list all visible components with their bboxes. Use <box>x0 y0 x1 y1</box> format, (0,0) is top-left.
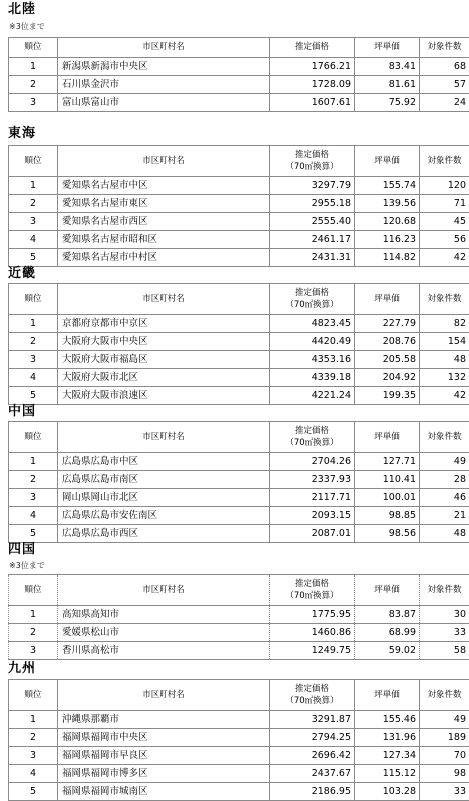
header-price-line2: （70㎡換算） <box>273 437 351 449</box>
table-row <box>9 711 469 729</box>
cell-price: 2093.15 <box>270 507 355 525</box>
cell-count: 24 <box>420 94 469 112</box>
cell-price: 2555.40 <box>270 213 355 231</box>
cell-name: 福岡県福岡市城南区 <box>58 783 270 801</box>
cell-price: 3297.79 <box>270 177 355 195</box>
header-unit: 坪単価 <box>355 284 420 315</box>
cell-count: 33 <box>420 783 469 801</box>
table-row <box>9 333 469 351</box>
table-row <box>9 747 469 765</box>
cell-price: 2186.95 <box>270 783 355 801</box>
table-row <box>9 765 469 783</box>
cell-name: 愛知県名古屋市中村区 <box>58 249 270 267</box>
cell-count: 70 <box>420 747 469 765</box>
header-price <box>270 284 355 315</box>
cell-name: 大阪府大阪市北区 <box>58 369 270 387</box>
table-row <box>9 351 469 369</box>
cell-count: 56 <box>420 231 469 249</box>
cell-rank: 3 <box>9 642 58 660</box>
cell-unit: 59.02 <box>355 642 420 660</box>
cell-price: 2437.67 <box>270 765 355 783</box>
table-row <box>9 606 469 624</box>
cell-unit: 115.12 <box>355 765 420 783</box>
cell-name: 愛知県名古屋市中区 <box>58 177 270 195</box>
cell-count: 57 <box>420 76 469 94</box>
ranking-table <box>8 574 469 660</box>
cell-price: 1766.21 <box>270 58 355 76</box>
region-title: 近畿 <box>8 266 36 282</box>
header-rank: 順位 <box>9 38 58 58</box>
cell-rank: 2 <box>9 729 58 747</box>
cell-count: 33 <box>420 624 469 642</box>
ranking-table <box>8 421 469 543</box>
cell-count: 58 <box>420 642 469 660</box>
cell-price: 2461.17 <box>270 231 355 249</box>
cell-price: 1249.75 <box>270 642 355 660</box>
table-row <box>9 489 469 507</box>
header-name: 市区町村名 <box>58 284 270 315</box>
table-row <box>9 387 469 405</box>
table-header-row <box>9 680 469 711</box>
cell-count: 48 <box>420 351 469 369</box>
table-row <box>9 642 469 660</box>
header-count: 対象件数 <box>420 38 469 58</box>
cell-count: 82 <box>420 315 469 333</box>
cell-count: 68 <box>420 58 469 76</box>
cell-price: 2704.26 <box>270 453 355 471</box>
cell-price: 1607.61 <box>270 94 355 112</box>
cell-price: 1728.09 <box>270 76 355 94</box>
cell-rank: 1 <box>9 177 58 195</box>
cell-rank: 4 <box>9 765 58 783</box>
header-name: 市区町村名 <box>58 146 270 177</box>
header-count: 対象件数 <box>420 422 469 453</box>
header-price-line1: 推定価格 <box>273 425 351 437</box>
table-row <box>9 177 469 195</box>
cell-unit: 127.71 <box>355 453 420 471</box>
cell-count: 30 <box>420 606 469 624</box>
region-title: 九州 <box>8 661 36 677</box>
cell-price: 2117.71 <box>270 489 355 507</box>
region-title: 四国 <box>8 542 36 558</box>
cell-unit: 205.58 <box>355 351 420 369</box>
cell-price: 1775.95 <box>270 606 355 624</box>
cell-price: 4221.24 <box>270 387 355 405</box>
cell-rank: 3 <box>9 213 58 231</box>
header-price-line1: 推定価格 <box>273 578 351 590</box>
cell-count: 42 <box>420 249 469 267</box>
header-price <box>270 38 355 58</box>
region-title: 北陸 <box>8 2 36 18</box>
cell-unit: 98.56 <box>355 525 420 543</box>
header-unit: 坪単価 <box>355 38 420 58</box>
cell-rank: 5 <box>9 525 58 543</box>
cell-unit: 68.99 <box>355 624 420 642</box>
cell-rank: 3 <box>9 94 58 112</box>
header-price-line1: 推定価格 <box>273 683 351 695</box>
cell-unit: 155.74 <box>355 177 420 195</box>
cell-name: 広島県広島市中区 <box>58 453 270 471</box>
table-header-row <box>9 38 469 58</box>
cell-unit: 208.76 <box>355 333 420 351</box>
cell-name: 石川県金沢市 <box>58 76 270 94</box>
cell-price: 3291.87 <box>270 711 355 729</box>
cell-unit: 127.34 <box>355 747 420 765</box>
header-price <box>270 575 355 606</box>
cell-count: 154 <box>420 333 469 351</box>
cell-unit: 75.92 <box>355 94 420 112</box>
ranking-table <box>8 679 469 801</box>
cell-name: 岡山県岡山市北区 <box>58 489 270 507</box>
cell-count: 46 <box>420 489 469 507</box>
cell-price: 4823.45 <box>270 315 355 333</box>
header-name: 市区町村名 <box>58 680 270 711</box>
cell-price: 4420.49 <box>270 333 355 351</box>
cell-rank: 2 <box>9 195 58 213</box>
table-row <box>9 471 469 489</box>
cell-price: 2794.25 <box>270 729 355 747</box>
cell-count: 45 <box>420 213 469 231</box>
cell-unit: 155.46 <box>355 711 420 729</box>
cell-rank: 2 <box>9 76 58 94</box>
cell-name: 沖縄県那覇市 <box>58 711 270 729</box>
cell-count: 28 <box>420 471 469 489</box>
header-count: 対象件数 <box>420 284 469 315</box>
table-row <box>9 58 469 76</box>
cell-rank: 1 <box>9 711 58 729</box>
cell-rank: 1 <box>9 315 58 333</box>
table-row <box>9 315 469 333</box>
cell-rank: 2 <box>9 471 58 489</box>
cell-name: 広島県広島市安佐南区 <box>58 507 270 525</box>
cell-count: 98 <box>420 765 469 783</box>
cell-price: 2696.42 <box>270 747 355 765</box>
header-unit: 坪単価 <box>355 575 420 606</box>
header-price <box>270 422 355 453</box>
cell-name: 愛知県名古屋市昭和区 <box>58 231 270 249</box>
cell-count: 49 <box>420 711 469 729</box>
cell-unit: 110.41 <box>355 471 420 489</box>
cell-unit: 98.85 <box>355 507 420 525</box>
cell-name: 福岡県福岡市博多区 <box>58 765 270 783</box>
cell-unit: 116.23 <box>355 231 420 249</box>
region-note: ※3位まで <box>9 22 45 32</box>
header-count: 対象件数 <box>420 146 469 177</box>
header-rank: 順位 <box>9 422 58 453</box>
cell-name: 大阪府大阪市福島区 <box>58 351 270 369</box>
cell-unit: 199.35 <box>355 387 420 405</box>
cell-name: 大阪府大阪市浪速区 <box>58 387 270 405</box>
cell-unit: 139.56 <box>355 195 420 213</box>
cell-rank: 5 <box>9 387 58 405</box>
header-name: 市区町村名 <box>58 422 270 453</box>
cell-rank: 4 <box>9 507 58 525</box>
region-title: 中国 <box>8 404 36 420</box>
header-unit: 坪単価 <box>355 146 420 177</box>
header-rank: 順位 <box>9 284 58 315</box>
cell-name: 広島県広島市南区 <box>58 471 270 489</box>
ranking-table <box>8 145 469 267</box>
table-row <box>9 525 469 543</box>
table-row <box>9 231 469 249</box>
header-price-line1: 推定価格 <box>273 149 351 161</box>
cell-unit: 83.41 <box>355 58 420 76</box>
cell-count: 71 <box>420 195 469 213</box>
cell-price: 4339.18 <box>270 369 355 387</box>
header-rank: 順位 <box>9 575 58 606</box>
region-note: ※3位まで <box>9 561 45 571</box>
table-header-row <box>9 422 469 453</box>
cell-price: 2087.01 <box>270 525 355 543</box>
cell-unit: 131.96 <box>355 729 420 747</box>
cell-price: 1460.86 <box>270 624 355 642</box>
header-price-line1: 推定価格 <box>295 42 329 52</box>
cell-rank: 3 <box>9 747 58 765</box>
header-unit: 坪単価 <box>355 680 420 711</box>
table-header-row <box>9 575 469 606</box>
header-unit: 坪単価 <box>355 422 420 453</box>
cell-name: 大阪府大阪市中央区 <box>58 333 270 351</box>
cell-unit: 100.01 <box>355 489 420 507</box>
header-count: 対象件数 <box>420 680 469 711</box>
cell-name: 愛知県名古屋市西区 <box>58 213 270 231</box>
cell-count: 42 <box>420 387 469 405</box>
header-price-line2: （70㎡換算） <box>273 299 351 311</box>
header-rank: 順位 <box>9 146 58 177</box>
cell-rank: 1 <box>9 453 58 471</box>
header-name: 市区町村名 <box>58 575 270 606</box>
header-price-line2: （70㎡換算） <box>273 695 351 707</box>
cell-unit: 114.82 <box>355 249 420 267</box>
cell-count: 189 <box>420 729 469 747</box>
header-price-line2: （70㎡換算） <box>273 590 351 602</box>
table-row <box>9 249 469 267</box>
cell-rank: 2 <box>9 333 58 351</box>
header-price-line1: 推定価格 <box>273 287 351 299</box>
header-count: 対象件数 <box>420 575 469 606</box>
cell-rank: 1 <box>9 606 58 624</box>
cell-name: 高知県高知市 <box>58 606 270 624</box>
cell-price: 2337.93 <box>270 471 355 489</box>
table-row <box>9 369 469 387</box>
table-row <box>9 624 469 642</box>
header-price <box>270 680 355 711</box>
cell-name: 福岡県福岡市早良区 <box>58 747 270 765</box>
cell-name: 愛知県名古屋市東区 <box>58 195 270 213</box>
cell-name: 富山県富山市 <box>58 94 270 112</box>
cell-rank: 4 <box>9 231 58 249</box>
table-row <box>9 729 469 747</box>
table-row <box>9 94 469 112</box>
cell-rank: 2 <box>9 624 58 642</box>
cell-name: 福岡県福岡市中央区 <box>58 729 270 747</box>
cell-rank: 1 <box>9 58 58 76</box>
header-price-line2: （70㎡換算） <box>273 161 351 173</box>
cell-name: 愛媛県松山市 <box>58 624 270 642</box>
cell-name: 香川県高松市 <box>58 642 270 660</box>
cell-name: 広島県広島市西区 <box>58 525 270 543</box>
cell-count: 49 <box>420 453 469 471</box>
table-row <box>9 76 469 94</box>
table-row <box>9 213 469 231</box>
cell-name: 新潟県新潟市中央区 <box>58 58 270 76</box>
cell-price: 2955.18 <box>270 195 355 213</box>
cell-rank: 5 <box>9 249 58 267</box>
table-row <box>9 195 469 213</box>
cell-unit: 103.28 <box>355 783 420 801</box>
table-header-row <box>9 284 469 315</box>
cell-price: 2431.31 <box>270 249 355 267</box>
cell-rank: 4 <box>9 369 58 387</box>
cell-unit: 120.68 <box>355 213 420 231</box>
cell-unit: 83.87 <box>355 606 420 624</box>
table-row <box>9 507 469 525</box>
cell-name: 京都府京都市中京区 <box>58 315 270 333</box>
table-row <box>9 453 469 471</box>
cell-rank: 3 <box>9 351 58 369</box>
header-price <box>270 146 355 177</box>
cell-unit: 204.92 <box>355 369 420 387</box>
ranking-table <box>8 37 469 112</box>
table-header-row <box>9 146 469 177</box>
header-name: 市区町村名 <box>58 38 270 58</box>
cell-count: 48 <box>420 525 469 543</box>
cell-unit: 81.61 <box>355 76 420 94</box>
cell-price: 4353.16 <box>270 351 355 369</box>
cell-rank: 3 <box>9 489 58 507</box>
header-rank: 順位 <box>9 680 58 711</box>
cell-count: 21 <box>420 507 469 525</box>
ranking-table <box>8 283 469 405</box>
cell-count: 132 <box>420 369 469 387</box>
region-title: 東海 <box>8 126 36 142</box>
cell-rank: 5 <box>9 783 58 801</box>
cell-unit: 227.79 <box>355 315 420 333</box>
cell-count: 120 <box>420 177 469 195</box>
